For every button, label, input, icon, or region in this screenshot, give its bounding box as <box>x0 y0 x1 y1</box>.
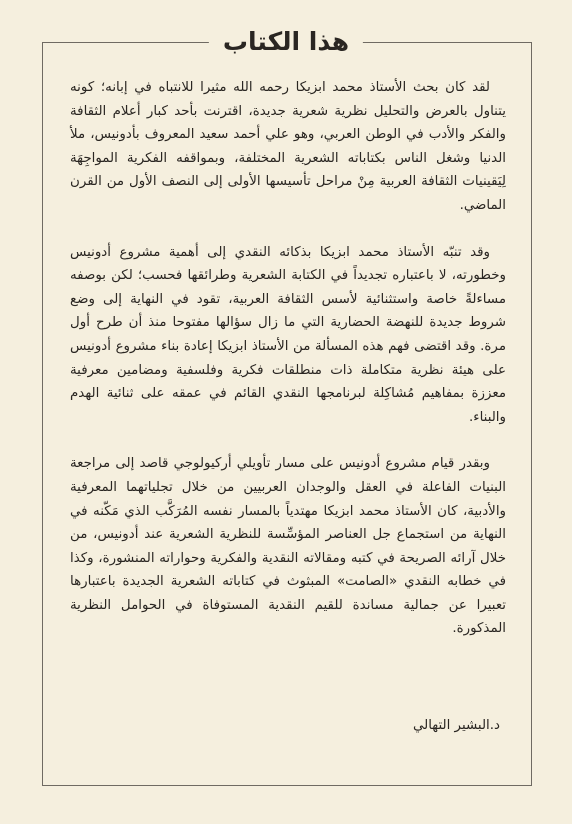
paragraph-1: لقد كان بحث الأستاذ محمد ابزيكا رحمه الله مثيرا للانتباه في إبانه؛ كونه يتناول بالعرض والتحليل نظرية شعرية جديدة، اقترنت بأحد كبار أعلام الثقافة والفكر والأدب في الوطن العربي، وهو علي أحمد سعيد المعروف بأدونيس، ملأ الدنيا وشغل الناس بكتاباته الشعرية المختلفة، وبمواقفه الفكرية المواجِهَة لِيَقينيات الثقافة العربية مِنْ مراحل تأسيسها الأولى إلى النصف الأول من القرن الماضي. <box>70 80 506 213</box>
paragraph-3: وبقدر قيام مشروع أدونيس على مسار تأويلي أركيولوجي قاصد إلى مراجعة البنيات الفاعلة في العقل والوجدان العربيين من خلال تجلياتهما المعرفية والأدبية، كان الأستاذ محمد ابزيكا مهتدياً بالمسار نفسه المُرَكَّب الذي مَكّنه في النهاية من استجماع جل العناصر المؤسِّسة للنظرية الشعرية عند أدونيس، من خلال آرائه الصريحة في كتبه ومقالاته النقدية والفكرية وحواراته المنشورة، وكذا في خطابه النقدي «الصامت» المبثوث في كتاباته الشعرية الجديدة باعتبارها تعبيرا عن جمالية مساندة للقيم النقدية المستوفاة في الحوامل النظرية المذكورة. <box>70 456 506 637</box>
body-text <box>70 76 506 664</box>
paragraph-2: وقد تنبّه الأستاذ محمد ابزيكا بذكائه النقدي إلى أهمية مشروع أدونيس وخطورته، لا باعتباره تجديداً في الكتابة الشعرية وطرائقها فحسب؛ لكن بوصفه مساءلةً خاصة واستثنائية لأسس الثقافة العربية، تقود في النهاية إلى وضع شروط جديدة للنهضة الحضارية التي ما زال سؤالها مفتوحا منذ أن طرح أول مرة. وقد اقتضى فهم هذه المسألة من الأستاذ ابزيكا إعادة بناء مشروع أدونيس على هيئة نظرية متكاملة ذات منطلقات فكرية وفلسفية ومضامين معرفية معززة بمفاهيم مُشاكِلة لبرنامجها النقدي القائم في عمقه على ثنائية الهدم والبناء. <box>70 244 506 425</box>
author-signature: د.البشير التهالي <box>412 718 500 733</box>
page-title: هذا الكتاب <box>209 22 363 62</box>
